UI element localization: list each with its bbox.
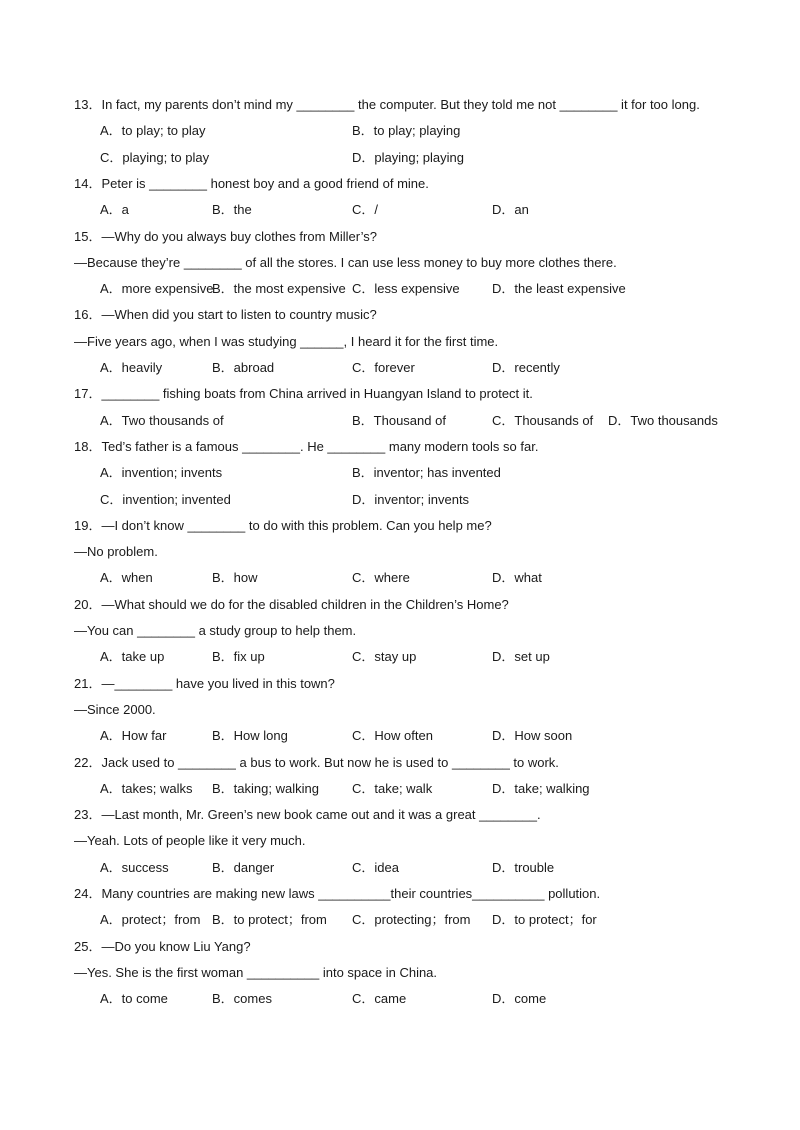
answer-option[interactable]: C．playing; to play [100,149,210,165]
option-row [100,569,760,595]
question-stem: 23．—Last month, Mr. Green’s new book came out and it was a great ________. [74,807,541,823]
answer-option[interactable]: A．to play; to play [100,123,206,139]
question-stem: 14．Peter is ________ honest boy and a good friend of mine. [74,175,429,191]
answer-option[interactable]: B．the most expensive [212,281,346,297]
answer-option[interactable]: A．heavily [100,360,163,375]
answer-option[interactable]: A．when [100,570,153,586]
answer-option[interactable]: B．to play; playing [352,123,461,139]
answer-option[interactable]: A．takes; walks [100,780,193,796]
question-response-line: —Because they’re ________ of all the stores. I can use less money to buy more clothes there. [74,254,617,270]
answer-option[interactable]: C．forever [352,360,415,375]
answer-option[interactable]: B．inventor; has invented [352,465,501,481]
answer-option[interactable]: D．Two thousands [608,412,718,428]
question-response-line: —No problem. [74,544,158,560]
answer-option[interactable]: D．take; walking [492,780,590,796]
answer-option[interactable]: B．danger [212,859,275,875]
question-response-line: —Yeah. Lots of people like it very much. [74,833,306,849]
option-row [100,412,760,438]
answer-option[interactable]: D．what [492,570,542,586]
option-row [100,990,760,1016]
answer-option[interactable]: D．recently [492,360,560,375]
option-row [100,911,760,937]
answer-option[interactable]: C．take; walk [352,780,433,796]
question-stem: 18．Ted’s father is a famous ________. He ________ many modern tools so far. [74,438,539,454]
option-row [100,359,760,385]
answer-option[interactable]: D．How soon [492,728,573,744]
answer-option[interactable]: A．success [100,859,169,875]
answer-option[interactable]: C．/ [352,202,379,218]
answer-option[interactable]: A．a [100,202,129,218]
answer-option[interactable]: B．fix up [212,649,265,665]
answer-option[interactable]: A．more expensive [100,281,214,297]
answer-option[interactable]: C．Thousands of [492,412,594,428]
answer-option[interactable]: B．abroad [212,360,275,375]
option-row [100,859,760,885]
answer-option[interactable]: B．Thousand of [352,412,446,428]
question-stem: 24．Many countries are making new laws __________their countries__________ pollution. [74,886,601,901]
option-row [100,149,760,175]
answer-option[interactable]: D．come [492,991,547,1007]
option-row [100,727,760,753]
option-row [100,780,760,806]
question-response-line: —You can ________ a study group to help them. [74,623,357,638]
answer-option[interactable]: C．How often [352,728,433,744]
answer-option[interactable]: A．protect；from [100,912,201,928]
answer-option[interactable]: C．less expensive [352,281,460,297]
answer-option[interactable]: A．How far [100,728,167,744]
answer-option[interactable]: B．taking; walking [212,780,319,796]
question-stem: 17．________ fishing boats from China arrived in Huangyan Island to protect it. [74,386,533,402]
option-row [100,122,760,148]
answer-option[interactable]: B．to protect；from [212,912,327,928]
question-stem: 16．—When did you start to listen to country music? [74,307,377,323]
question-response-line: —Five years ago, when I was studying ______, I heard it for the first time. [74,333,499,349]
answer-option[interactable]: A．Two thousands of [100,412,224,428]
option-row [100,648,760,674]
answer-option[interactable]: B．How long [212,728,288,744]
answer-option[interactable]: C．idea [352,859,399,875]
question-stem: 22．Jack used to ________ a bus to work. But now he is used to ________ to work. [74,754,559,770]
question-stem: 20．—What should we do for the disabled children in the Children’s Home? [74,596,509,612]
question-stem: 21．—________ have you lived in this town? [74,675,335,691]
answer-option[interactable]: C．protecting；from [352,912,471,928]
answer-option[interactable]: A．invention; invents [100,465,223,481]
answer-option[interactable]: B．comes [212,991,272,1007]
option-row [100,464,760,490]
question-stem: 13．In fact, my parents don’t mind my ________ the computer. But they told me not ________ it for too long. [74,97,700,112]
answer-option[interactable]: D．the least expensive [492,281,626,297]
answer-option[interactable]: D．trouble [492,859,555,875]
option-row [100,201,760,227]
option-row [100,491,760,517]
question-stem: 19．—I don’t know ________ to do with this problem. Can you help me? [74,517,492,533]
answer-option[interactable]: B．how [212,570,258,586]
question-response-line: —Yes. She is the first woman __________ into space in China. [74,964,438,980]
question-stem: 15．—Why do you always buy clothes from Miller’s? [74,228,377,244]
answer-option[interactable]: A．take up [100,649,165,665]
question-stem: 25．—Do you know Liu Yang? [74,938,251,954]
answer-option[interactable]: D．an [492,202,529,218]
answer-option[interactable]: D．inventor; invents [352,491,470,507]
answer-option[interactable]: B．the [212,202,252,218]
answer-option[interactable]: D．set up [492,649,550,665]
option-row [100,280,760,306]
answer-option[interactable]: C．stay up [352,649,417,665]
answer-option[interactable]: C．invention; invented [100,491,231,507]
answer-option[interactable]: D．playing; playing [352,149,465,165]
question-response-line: —Since 2000. [74,701,156,717]
answer-option[interactable]: D．to protect；for [492,912,597,928]
answer-option[interactable]: C．where [352,570,410,586]
answer-option[interactable]: C．came [352,991,407,1007]
answer-option[interactable]: A．to come [100,991,168,1007]
